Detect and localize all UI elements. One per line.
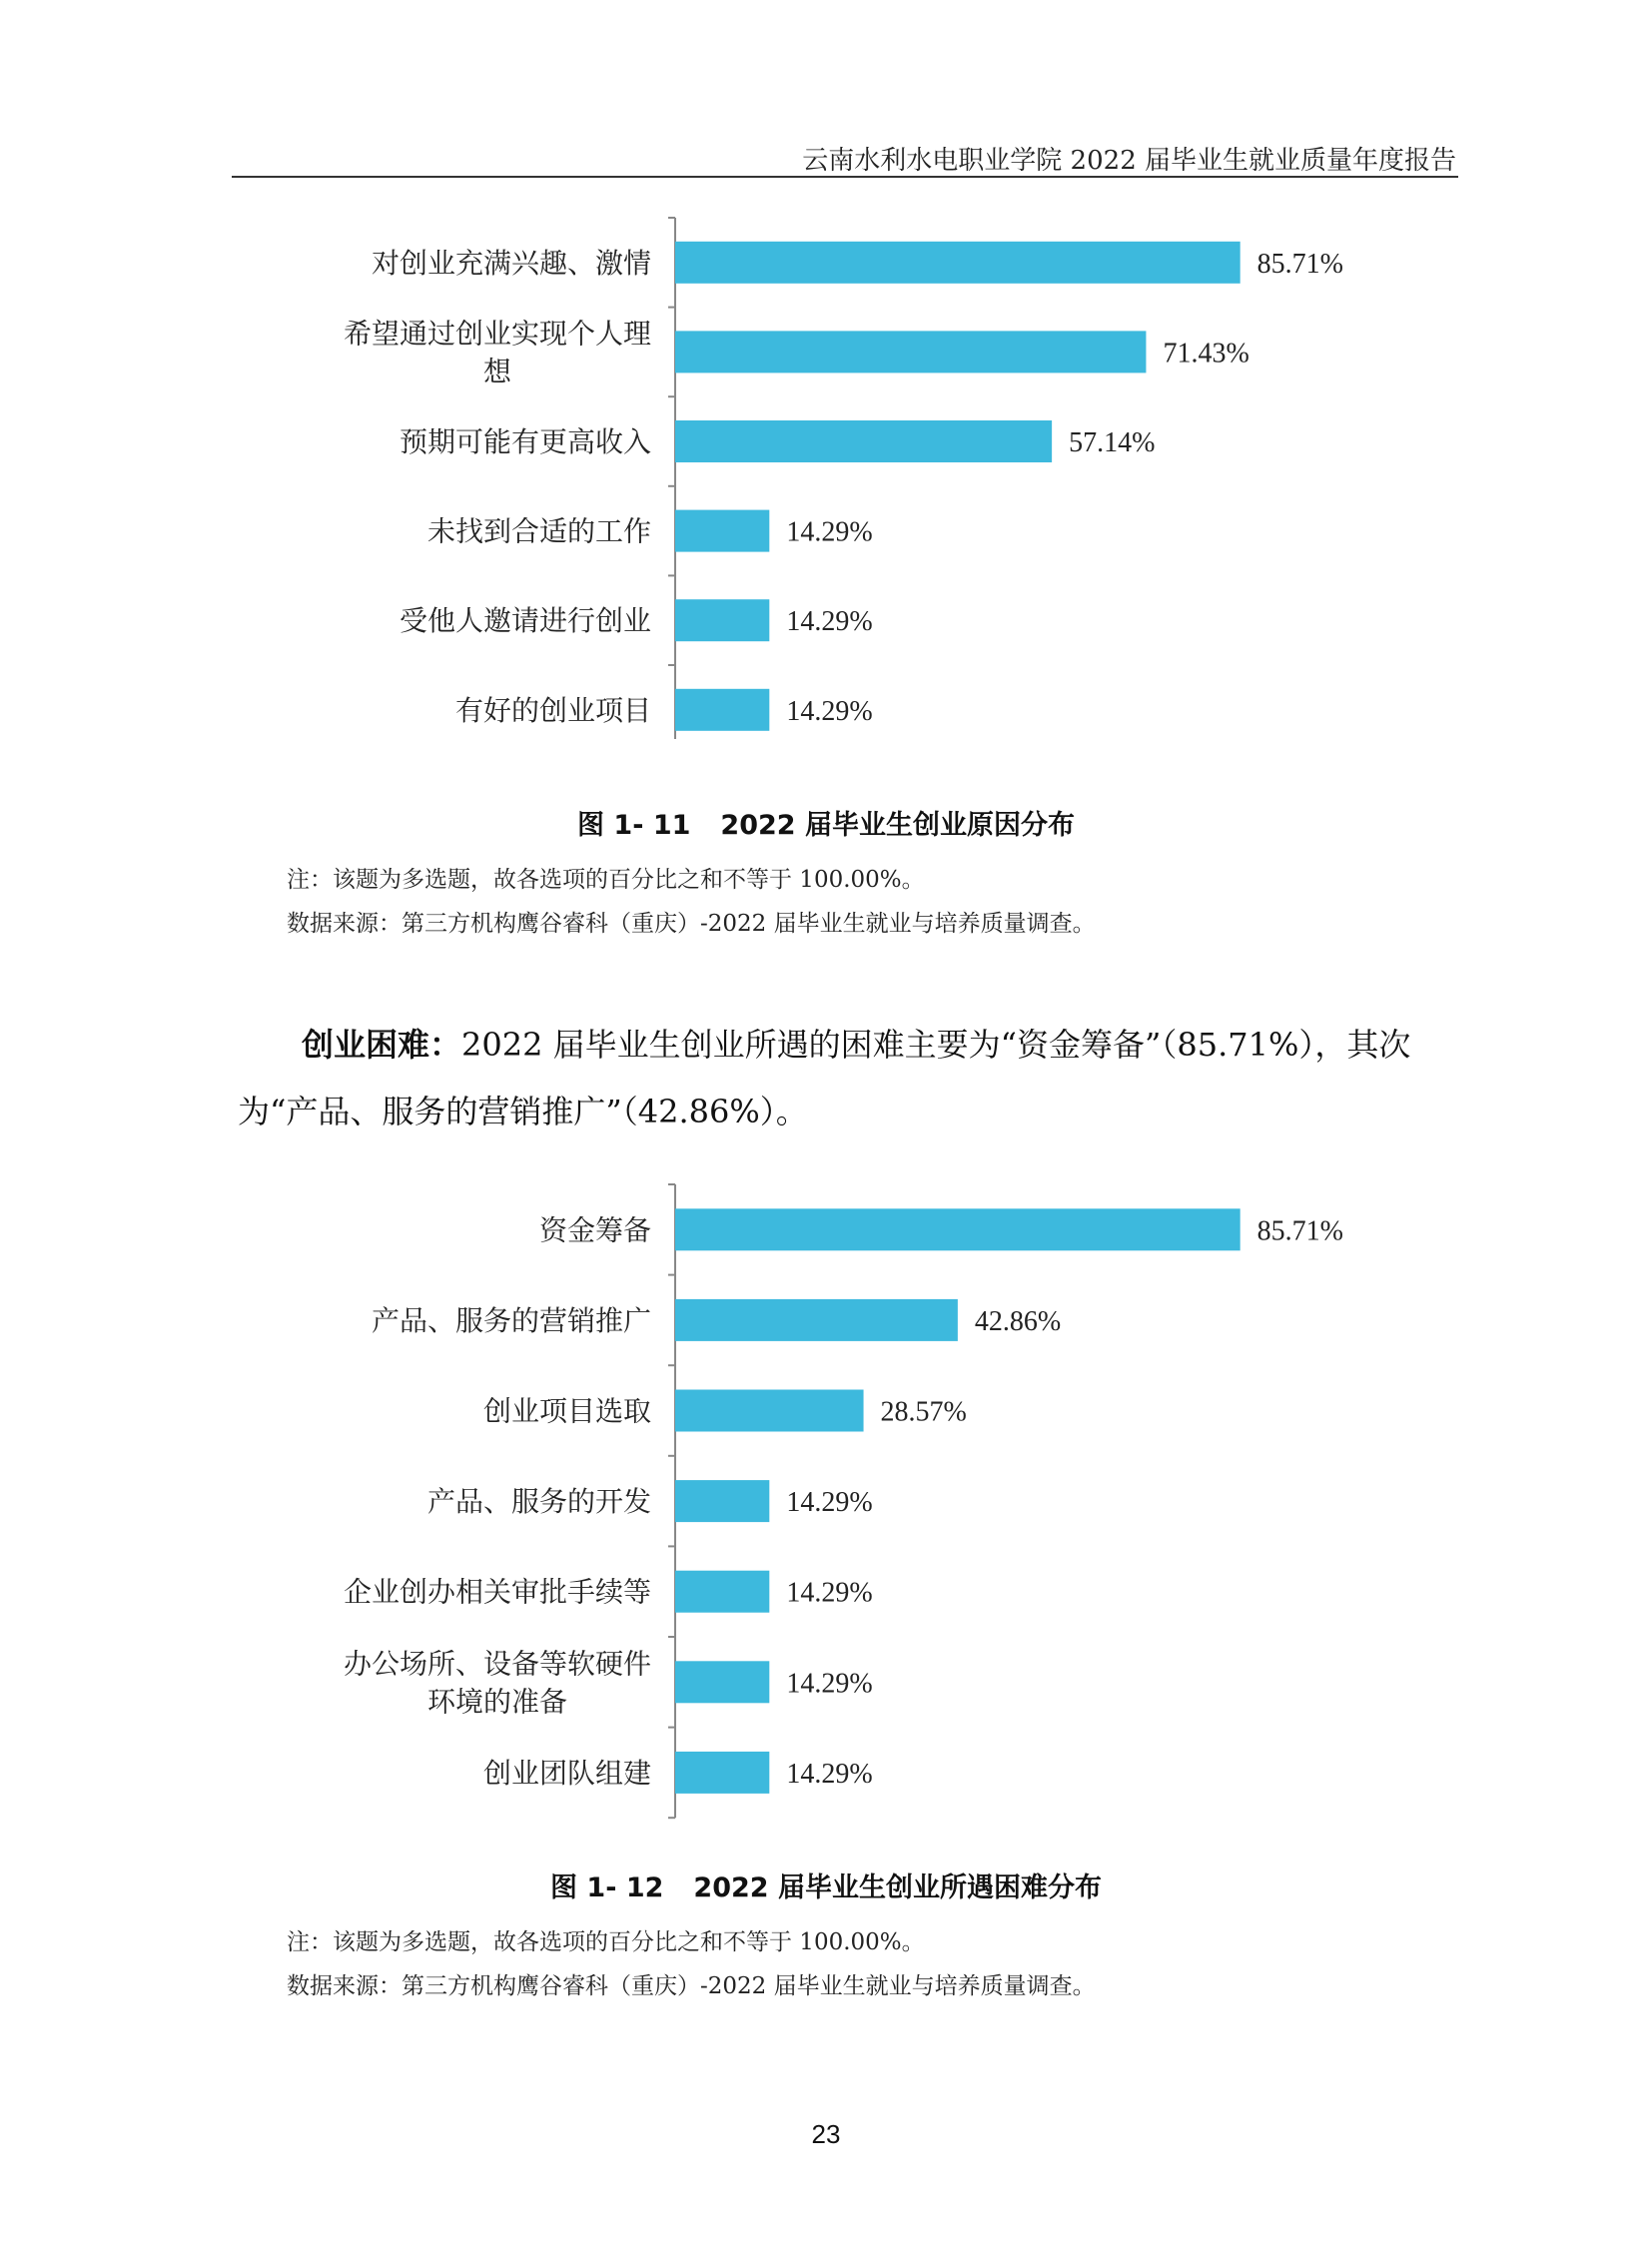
chart2-value-label-7: 14.29% — [786, 1758, 873, 1790]
chart2-bar-2 — [675, 1299, 958, 1341]
chart-startup-reasons — [232, 210, 1458, 739]
chart1-category-label-6: 有好的创业项目 — [454, 693, 651, 727]
chart-startup-difficulties-svg — [232, 1176, 1458, 1826]
chart1-category-label-2: 想 — [482, 355, 511, 388]
chart2-category-label-6: 办公场所、设备等软硬件 — [343, 1647, 651, 1681]
body-paragraph — [238, 1012, 1456, 1145]
chart2-value-label-6: 14.29% — [786, 1668, 873, 1700]
figure-2-note: 注：该题为多选题，故各选项的百分比之和不等于 100.00%。 — [287, 1929, 925, 1955]
chart1-bar-2 — [675, 331, 1146, 373]
chart2-category-label-4: 产品、服务的开发 — [426, 1485, 651, 1519]
figure-1-note: 注：该题为多选题，故各选项的百分比之和不等于 100.00%。 — [287, 867, 925, 893]
chart1-bar-6 — [675, 689, 769, 731]
chart1-bar-3 — [675, 420, 1052, 462]
chart1-value-label-3: 57.14% — [1069, 427, 1156, 458]
chart1-category-label-2: 希望通过创业实现个人理 — [343, 317, 651, 351]
chart2-value-label-2: 42.86% — [974, 1305, 1062, 1337]
chart2-value-label-1: 85.71% — [1256, 1215, 1344, 1247]
chart2-bar-1 — [675, 1208, 1240, 1250]
body-paragraph-line-2: 为“产品、服务的营销推广”（42.86%）。 — [238, 1093, 808, 1130]
chart2-bar-6 — [675, 1661, 769, 1703]
chart2-category-label-6: 环境的准备 — [426, 1685, 567, 1719]
chart1-value-label-5: 14.29% — [786, 606, 873, 638]
chart-startup-reasons-svg — [232, 210, 1458, 739]
figure-2-source: 数据来源：第三方机构鹰谷睿科（重庆）-2022 届毕业生就业与培养质量调查。 — [287, 1973, 1096, 1999]
chart2-value-label-5: 14.29% — [786, 1577, 873, 1609]
figure-caption-1-number: 图 1- 11 — [577, 810, 691, 841]
figure-caption-1-title: 2022 届毕业生创业原因分布 — [720, 810, 1075, 841]
chart1-value-label-4: 14.29% — [786, 516, 873, 548]
chart2-value-label-4: 14.29% — [786, 1487, 873, 1519]
chart2-bar-3 — [675, 1390, 864, 1432]
chart2-category-label-2: 产品、服务的营销推广 — [371, 1303, 651, 1337]
chart1-category-label-4: 未找到合适的工作 — [426, 514, 651, 548]
chart1-bar-4 — [675, 510, 769, 552]
body-paragraph-lead: 创业困难： — [302, 1026, 462, 1064]
chart1-value-label-2: 71.43% — [1163, 338, 1249, 370]
header-rule — [232, 176, 1458, 178]
figure-caption-1 — [0, 803, 1652, 842]
figure-caption-2-number: 图 1- 12 — [550, 1872, 664, 1903]
chart1-value-label-6: 14.29% — [786, 695, 873, 727]
figure-caption-2 — [0, 1866, 1652, 1904]
figure-caption-2-title: 2022 届毕业生创业所遇困难分布 — [693, 1872, 1102, 1903]
body-paragraph-line-1 — [238, 1012, 1456, 1079]
chart1-category-label-5: 受他人邀请进行创业 — [399, 604, 651, 638]
chart2-value-label-3: 28.57% — [880, 1396, 967, 1428]
page-header-title: 云南水利水电职业学院 2022 届毕业生就业质量年度报告 — [802, 146, 1456, 176]
chart1-bar-5 — [675, 599, 769, 641]
chart1-bar-1 — [675, 242, 1240, 284]
chart2-bar-7 — [675, 1752, 769, 1794]
chart2-category-label-3: 创业项目选取 — [482, 1394, 651, 1428]
chart2-bar-5 — [675, 1571, 769, 1613]
chart2-category-label-1: 资金筹备 — [538, 1213, 651, 1247]
page-number: 23 — [811, 2119, 841, 2149]
figure-1-source: 数据来源：第三方机构鹰谷睿科（重庆）-2022 届毕业生就业与培养质量调查。 — [287, 911, 1096, 937]
chart-startup-difficulties — [232, 1176, 1458, 1826]
chart2-category-label-7: 创业团队组建 — [482, 1756, 651, 1790]
body-paragraph-text-1: 2022 届毕业生创业所遇的困难主要为“资金筹备”（85.71%），其次 — [461, 1026, 1411, 1064]
chart1-category-label-1: 对创业充满兴趣、激情 — [371, 246, 651, 280]
chart2-category-label-5: 企业创办相关审批手续等 — [343, 1575, 651, 1609]
chart1-value-label-1: 85.71% — [1256, 248, 1344, 280]
chart1-category-label-3: 预期可能有更高收入 — [399, 425, 651, 458]
chart2-bar-4 — [675, 1480, 769, 1522]
